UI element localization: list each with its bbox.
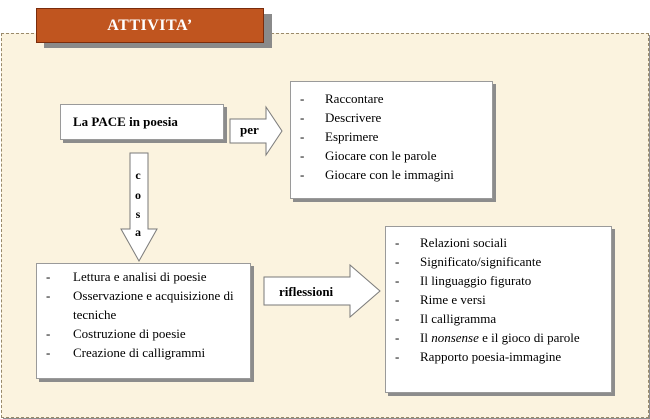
list-item: - Rapporto poesia-immagine <box>386 347 611 366</box>
riflessioni-label: riflessioni <box>279 284 334 299</box>
cosa-letter-c: c <box>135 168 141 182</box>
list-item: - Rime e versi <box>386 290 611 309</box>
activities-box <box>36 263 251 379</box>
page-title: ATTIVITA’ <box>36 8 264 43</box>
list-item: - Creazione di calligrammi <box>37 343 250 362</box>
topic-box <box>60 104 224 140</box>
list-item: - Costruzione di poesie <box>37 324 250 343</box>
list-item: - Lettura e analisi di poesie <box>37 267 250 286</box>
list-item: - Il calligramma <box>386 309 611 328</box>
list-item: - Osservazione e acquisizione di tecniche <box>37 286 250 324</box>
list-item: - Raccontare <box>291 89 492 108</box>
list-item: - Descrivere <box>291 108 492 127</box>
cosa-letter-s: s <box>135 207 141 221</box>
aims-box <box>290 81 493 199</box>
list-item: - Giocare con le parole <box>291 146 492 165</box>
list-item: - Il linguaggio figurato <box>386 271 611 290</box>
reflections-list <box>386 233 611 366</box>
list-item: - Significato/significante <box>386 252 611 271</box>
reflections-box <box>385 226 612 393</box>
list-item-nonsense <box>386 328 611 347</box>
nonsense-suffix: e il gioco di parole <box>478 330 580 345</box>
aims-list <box>291 89 492 184</box>
topic-label: La PACE in poesia <box>73 114 178 129</box>
per-label: per <box>240 122 259 137</box>
list-item: - Esprimere <box>291 127 492 146</box>
activities-list <box>37 267 250 362</box>
cosa-letter-a: a <box>135 225 141 239</box>
list-item: - Giocare con le immagini <box>291 165 492 184</box>
nonsense-prefix: Il <box>420 330 432 345</box>
list-item: - Relazioni sociali <box>386 233 611 252</box>
nonsense-word: nonsense <box>431 330 479 345</box>
cosa-letter-o: o <box>135 188 141 202</box>
